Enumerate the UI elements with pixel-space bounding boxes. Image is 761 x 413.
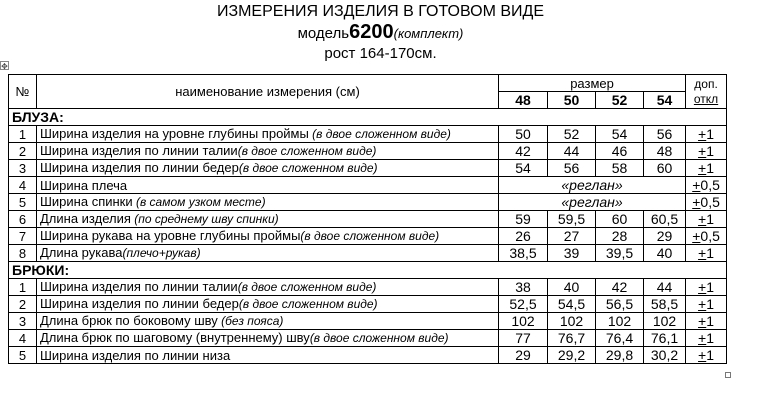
tolerance-cell: [686, 347, 727, 364]
header-tolerance-bottom: откл: [693, 91, 719, 106]
measurement-note: (в двое сложенном виде): [309, 331, 449, 345]
table-row: [9, 279, 727, 296]
tolerance-sign: +: [692, 176, 701, 193]
header-size: размер: [499, 75, 686, 92]
measurement-name-cell: [37, 126, 499, 143]
size-value: 42: [499, 143, 548, 160]
size-value: 76,4: [596, 330, 644, 347]
height-line: рост 164-170см.: [324, 45, 437, 62]
measurement-note: (в двое сложенном виде): [238, 161, 378, 175]
section-row: [9, 262, 727, 279]
tolerance-cell: [686, 194, 727, 211]
table-row: [9, 228, 727, 245]
tolerance-sign: +: [698, 125, 707, 142]
tolerance-value: 1: [706, 346, 715, 363]
size-value: 29,2: [548, 347, 596, 364]
tolerance-cell: [686, 228, 727, 245]
size-value: 76,1: [644, 330, 686, 347]
measurements-table: [8, 74, 727, 364]
size-value: 39: [548, 245, 596, 262]
measurement-name: Ширина рукава на уровне глубины проймы: [40, 228, 301, 243]
tolerance-cell: [686, 313, 727, 330]
size-value: 77: [499, 330, 548, 347]
measurement-name-cell: [37, 245, 499, 262]
size-value: 42: [596, 279, 644, 296]
tolerance-sign: +: [698, 142, 707, 159]
measurement-note: (в двое сложенном виде): [300, 229, 440, 243]
table-body: [9, 109, 727, 364]
measurement-name-cell: [37, 160, 499, 177]
size-value: 52: [548, 126, 596, 143]
size-value: 52,5: [499, 296, 548, 313]
tolerance-value: 1: [706, 159, 715, 176]
tolerance-sign: +: [692, 227, 701, 244]
row-number: 4: [9, 330, 37, 347]
measurement-name: Длина брюк по боковому шву: [40, 313, 218, 328]
size-value: 56,5: [596, 296, 644, 313]
size-value: 48: [644, 143, 686, 160]
measurement-name: Ширина спинки: [40, 194, 133, 209]
table-row: [9, 347, 727, 364]
measurement-note: (в двое сложенном виде): [237, 280, 377, 294]
table-resize-handle-icon[interactable]: [725, 372, 731, 378]
measurement-name-cell: [37, 296, 499, 313]
size-header-cell: 48: [499, 92, 548, 109]
measurement-note: (в двое сложенном виде): [237, 144, 377, 158]
measurement-note: (в двое сложенном виде): [308, 127, 451, 141]
size-header-cell: 54: [644, 92, 686, 109]
measurement-name: Ширина изделия по линии талии: [40, 279, 238, 294]
tolerance-value: 1: [706, 142, 715, 159]
tolerance-sign: +: [692, 193, 701, 210]
raglan-cell: «реглан»: [499, 177, 686, 194]
row-number: 3: [9, 313, 37, 330]
header-tolerance-top: доп.: [694, 76, 718, 91]
tolerance-cell: [686, 279, 727, 296]
row-number: 3: [9, 160, 37, 177]
table-row: [9, 143, 727, 160]
row-number: 4: [9, 177, 37, 194]
model-line: [0, 21, 761, 45]
measurement-note: (без пояса): [217, 314, 284, 328]
size-value: 58,5: [644, 296, 686, 313]
tolerance-sign: +: [698, 295, 707, 312]
size-value: 38: [499, 279, 548, 296]
size-value: 102: [548, 313, 596, 330]
tolerance-value: 0,5: [700, 176, 720, 193]
tolerance-value: 1: [706, 210, 715, 227]
tolerance-value: 1: [706, 295, 715, 312]
tolerance-cell: [686, 143, 727, 160]
row-number: 6: [9, 211, 37, 228]
measurement-note: (плечо+рукав): [122, 246, 201, 260]
model-number: 6200: [349, 21, 394, 43]
size-value: 27: [548, 228, 596, 245]
size-value: 60,5: [644, 211, 686, 228]
tolerance-cell: [686, 177, 727, 194]
measurement-name-cell: [37, 279, 499, 296]
document-title: ИЗМЕРЕНИЯ ИЗДЕЛИЯ В ГОТОВОМ ВИДЕ: [216, 3, 545, 20]
measurement-name-cell: [37, 313, 499, 330]
measurement-note: (в двое сложенном виде): [238, 297, 378, 311]
tolerance-cell: [686, 296, 727, 313]
tolerance-value: 0,5: [700, 227, 720, 244]
table-row: [9, 245, 727, 262]
size-value: 44: [548, 143, 596, 160]
measurement-name-cell: [37, 177, 499, 194]
row-number: 5: [9, 347, 37, 364]
table-row: [9, 160, 727, 177]
model-prefix: модель: [297, 25, 350, 42]
size-value: 56: [644, 126, 686, 143]
tolerance-cell: [686, 211, 727, 228]
table-row: [9, 296, 727, 313]
size-value: 76,7: [548, 330, 596, 347]
model-note: (комплект): [393, 26, 464, 41]
size-value: 28: [596, 228, 644, 245]
measurement-name: Ширина изделия по линии талии: [40, 143, 238, 158]
tolerance-cell: [686, 245, 727, 262]
size-value: 102: [644, 313, 686, 330]
size-value: 38,5: [499, 245, 548, 262]
table-header-row: [9, 75, 727, 92]
size-value: 29,8: [596, 347, 644, 364]
measurement-name-cell: [37, 194, 499, 211]
tolerance-sign: +: [698, 210, 707, 227]
size-value: 40: [548, 279, 596, 296]
row-number: 1: [9, 126, 37, 143]
measurement-name: Длина брюк по шаговому (внутреннему) шву: [40, 330, 310, 345]
section-row: [9, 109, 727, 126]
size-header-cell: 52: [596, 92, 644, 109]
table-row: [9, 194, 727, 211]
tolerance-cell: [686, 160, 727, 177]
tolerance-sign: +: [698, 329, 707, 346]
table-row: [9, 313, 727, 330]
size-value: 40: [644, 245, 686, 262]
size-value: 60: [596, 211, 644, 228]
measurement-name: Длина рукава: [40, 245, 123, 260]
size-value: 46: [596, 143, 644, 160]
measurement-name: Ширина плеча: [40, 177, 128, 193]
measurement-note: (в самом узком месте): [132, 195, 266, 209]
size-value: 59: [499, 211, 548, 228]
size-value: 50: [499, 126, 548, 143]
size-value: 59,5: [548, 211, 596, 228]
row-number: 8: [9, 245, 37, 262]
size-header-cell: 50: [548, 92, 596, 109]
size-value: 44: [644, 279, 686, 296]
table-row: [9, 211, 727, 228]
tolerance-sign: +: [698, 159, 707, 176]
size-value: 58: [596, 160, 644, 177]
measurement-name-cell: [37, 347, 499, 364]
section-title: БРЮКИ:: [9, 262, 727, 279]
size-value: 29: [644, 228, 686, 245]
tolerance-sign: +: [698, 346, 707, 363]
size-value: 54,5: [548, 296, 596, 313]
measurement-name-cell: [37, 143, 499, 160]
measurement-name: Ширина изделия по линии бедер: [40, 160, 239, 175]
table-move-handle-icon[interactable]: ✥: [1, 62, 8, 71]
measurement-note: (по среднему шву спинки): [130, 212, 279, 226]
raglan-cell: «реглан»: [499, 194, 686, 211]
table-row: [9, 126, 727, 143]
row-number: 2: [9, 143, 37, 160]
measurement-name: Ширина изделия по линии бедер: [40, 296, 239, 311]
row-number: 2: [9, 296, 37, 313]
header-name: наименование измерения (см): [37, 75, 499, 109]
tolerance-cell: [686, 126, 727, 143]
size-value: 29: [499, 347, 548, 364]
tolerance-value: 1: [706, 244, 715, 261]
measurement-name-cell: [37, 228, 499, 245]
size-value: 54: [596, 126, 644, 143]
measurement-name: Ширина изделия на уровне глубины проймы: [40, 126, 309, 141]
measurement-name: Ширина изделия по линии низа: [40, 347, 231, 363]
size-value: 56: [548, 160, 596, 177]
tolerance-value: 1: [706, 125, 715, 142]
tolerance-sign: +: [698, 278, 707, 295]
tolerance-sign: +: [698, 244, 707, 261]
section-title: БЛУЗА:: [9, 109, 727, 126]
table-row: [9, 330, 727, 347]
tolerance-value: 1: [706, 278, 715, 295]
size-value: 102: [596, 313, 644, 330]
row-number: 1: [9, 279, 37, 296]
size-value: 102: [499, 313, 548, 330]
tolerance-value: 1: [706, 312, 715, 329]
size-value: 26: [499, 228, 548, 245]
measurement-name-cell: [37, 211, 499, 228]
tolerance-value: 0,5: [700, 193, 720, 210]
row-number: 5: [9, 194, 37, 211]
row-number: 7: [9, 228, 37, 245]
size-value: 39,5: [596, 245, 644, 262]
measurement-name-cell: [37, 330, 499, 347]
size-value: 30,2: [644, 347, 686, 364]
header-tolerance: [686, 75, 727, 109]
tolerance-value: 1: [706, 329, 715, 346]
tolerance-sign: +: [698, 312, 707, 329]
measurement-name: Длина изделия: [40, 211, 131, 226]
table-row: [9, 177, 727, 194]
size-value: 60: [644, 160, 686, 177]
tolerance-cell: [686, 330, 727, 347]
header-number: №: [9, 75, 37, 109]
size-value: 54: [499, 160, 548, 177]
